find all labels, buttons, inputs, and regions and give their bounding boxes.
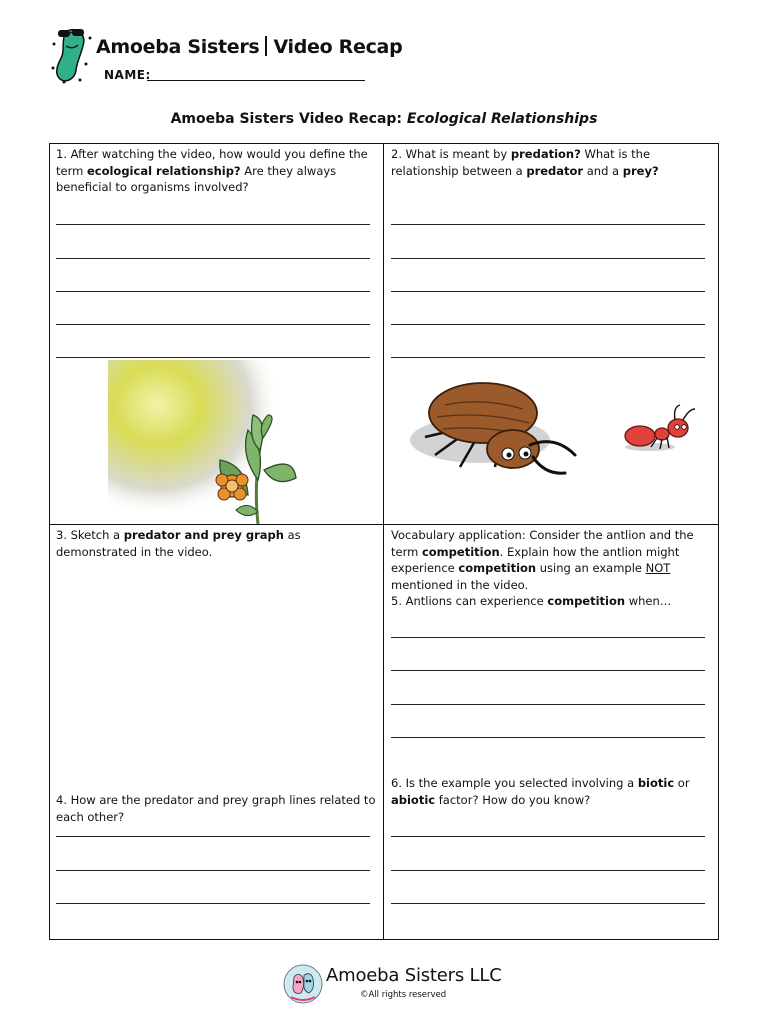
- q4-answer-line[interactable]: [56, 903, 370, 904]
- brand-name: Amoeba Sisters: [96, 36, 260, 58]
- grid-divider-horizontal: [49, 524, 719, 525]
- q5-text: 5. Antlions can experience: [391, 594, 548, 608]
- name-label: NAME:: [104, 68, 151, 82]
- vocab-text: using an example: [536, 561, 646, 575]
- q5-text-end: when…: [625, 594, 672, 608]
- q3-term: predator and prey graph: [123, 528, 284, 542]
- q6-term: biotic: [637, 776, 675, 790]
- q2-term: prey?: [622, 163, 659, 178]
- q6-answer-line[interactable]: [391, 836, 705, 837]
- q6-text: 6. Is the example you selected involving a: [391, 776, 638, 790]
- title-topic: Ecological Relationships: [406, 111, 598, 127]
- q4-answer-line[interactable]: [56, 870, 370, 871]
- question-3: [56, 527, 380, 560]
- vocab-term: competition: [458, 561, 537, 575]
- q6-answer-line[interactable]: [391, 870, 705, 871]
- q6-term: abiotic: [391, 792, 436, 807]
- q1-answer-line[interactable]: [56, 258, 370, 259]
- q2-answer-line[interactable]: [391, 324, 705, 325]
- q3-text: 3. Sketch a: [56, 528, 124, 542]
- amoeba-sisters-logo-icon: [283, 963, 323, 1005]
- q6-text-end: factor? How do you know?: [435, 792, 591, 807]
- q2-text: and a: [583, 163, 623, 178]
- vocab-text: . Explain how the antlion might experience: [391, 544, 680, 575]
- question-2: [391, 146, 715, 179]
- title-prefix: Amoeba Sisters Video Recap:: [170, 111, 407, 127]
- q1-text: 1. After watching the video, how would you define the term: [56, 147, 368, 178]
- q2-term: predator: [526, 163, 584, 178]
- sun-flower-illustration: [108, 360, 308, 524]
- q2-answer-line[interactable]: [391, 224, 705, 225]
- q1-answer-line[interactable]: [56, 357, 370, 358]
- footer-brand: Amoeba Sisters LLC: [326, 965, 502, 986]
- amoeba-mascot-icon: [50, 24, 96, 86]
- worksheet-brand-title: [96, 36, 402, 58]
- q3-text-end: as demonstrated in the video.: [56, 528, 301, 559]
- vocab-emphasis: NOT: [645, 561, 671, 575]
- q5-answer-line[interactable]: [391, 704, 705, 705]
- q2-text: What is the relationship between a: [391, 147, 651, 178]
- antlion-ant-illustration: [405, 375, 705, 485]
- q2-term: predation?: [510, 147, 581, 161]
- brand-separator: [265, 36, 267, 56]
- q6-text: or: [674, 776, 690, 790]
- graph-sketch-area[interactable]: [56, 565, 370, 775]
- q4-text: 4. How are the predator and prey graph lines related to each other?: [56, 793, 376, 824]
- q1-term: ecological relationship?: [86, 163, 241, 178]
- vocab-term: competition: [421, 544, 500, 559]
- q5-answer-line[interactable]: [391, 670, 705, 671]
- name-field[interactable]: [147, 80, 365, 81]
- question-5: [391, 593, 715, 610]
- copyright-notice: ©All rights reserved: [360, 990, 447, 1000]
- vocabulary-application: [391, 527, 716, 593]
- q6-answer-line[interactable]: [391, 903, 705, 904]
- page-title: [0, 111, 768, 127]
- antlion-icon: [410, 383, 575, 473]
- ant-icon: [625, 405, 695, 451]
- q1-answer-line[interactable]: [56, 224, 370, 225]
- q5-answer-line[interactable]: [391, 637, 705, 638]
- question-1: [56, 146, 380, 196]
- q1-answer-line[interactable]: [56, 291, 370, 292]
- q1-text-end: Are they always beneficial to organisms involved?: [56, 163, 337, 194]
- vocab-text-end: mentioned in the video.: [391, 577, 529, 592]
- grid-divider-vertical: [383, 143, 384, 940]
- q5-term: competition: [547, 594, 626, 608]
- q2-answer-line[interactable]: [391, 291, 705, 292]
- q4-answer-line[interactable]: [56, 836, 370, 837]
- q2-answer-line[interactable]: [391, 258, 705, 259]
- question-4: [56, 792, 376, 825]
- question-6: [391, 775, 716, 808]
- q5-answer-line[interactable]: [391, 737, 705, 738]
- q2-text: 2. What is meant by: [391, 147, 511, 161]
- q2-answer-line[interactable]: [391, 357, 705, 358]
- q1-answer-line[interactable]: [56, 324, 370, 325]
- vocab-text: Vocabulary application: Consider the antlion and the term: [391, 528, 694, 559]
- brand-subtitle: Video Recap: [273, 36, 403, 58]
